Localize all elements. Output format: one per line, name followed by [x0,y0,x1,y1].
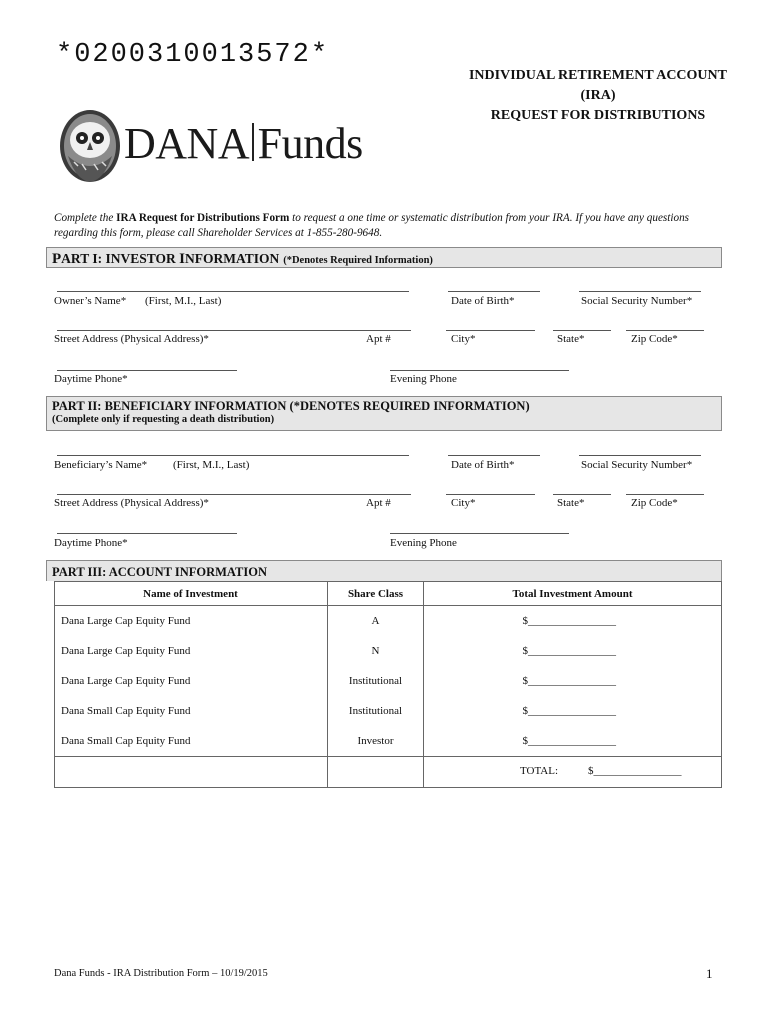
table-row [55,726,722,757]
owner-street-label: Street Address (Physical Address)* [54,333,209,345]
beneficiary-city-label: City* [451,497,476,509]
share-class: Investor [328,726,424,757]
owner-evening-phone-label: Evening Phone [390,373,457,385]
table-header-row [55,582,722,606]
table-total-row [55,757,722,788]
beneficiary-evening-phone-field[interactable] [390,533,569,534]
part3-header [46,560,722,581]
title-line-1: INDIVIDUAL RETIREMENT ACCOUNT [468,68,727,83]
beneficiary-city-field[interactable] [446,494,535,495]
total-cell [424,757,722,788]
owner-day-phone-label: Daytime Phone* [54,373,128,385]
owner-ssn-label: Social Security Number* [581,295,693,307]
total-amount-field[interactable]: $________________ [588,765,682,777]
title-line-2: (IRA) [580,88,616,103]
owner-city-field[interactable] [446,330,535,331]
total-empty-cell [328,757,424,788]
beneficiary-ssn-label: Social Security Number* [581,459,693,471]
beneficiary-street-field[interactable] [57,494,411,495]
logo-wordmark [124,118,363,169]
owner-city-label: City* [451,333,476,345]
part1-title: PART I: INVESTOR INFORMATION [52,251,280,267]
investment-table [54,581,722,788]
share-class: Institutional [328,666,424,696]
table-row [55,606,722,637]
table-row [55,636,722,666]
form-title [468,66,728,126]
amount-field[interactable]: $________________ [424,726,722,757]
intro-form-name: IRA Request for Distributions Form [116,212,290,224]
part1-note: (*Denotes Required Information) [283,255,433,266]
fund-name: Dana Small Cap Equity Fund [55,726,328,757]
owner-ssn-field[interactable] [579,291,701,292]
part2-title: PART II: BENEFICIARY INFORMATION (*DENOTES REQUIRED INFORMATION) [52,399,530,413]
col-total-investment-amount: Total Investment Amount [424,582,722,606]
beneficiary-name-hint: (First, M.I., Last) [173,459,250,471]
owner-dob-field[interactable] [448,291,540,292]
owner-name-hint: (First, M.I., Last) [145,295,222,307]
logo-separator [252,123,254,161]
table-row [55,696,722,726]
beneficiary-zip-label: Zip Code* [631,497,678,509]
owner-state-label: State* [557,333,585,345]
owner-name-field[interactable] [57,291,409,292]
share-class: Institutional [328,696,424,726]
page-number: 1 [706,966,713,981]
intro-text [54,211,734,241]
total-label: TOTAL: [520,765,559,777]
table-row [55,666,722,696]
beneficiary-evening-phone-label: Evening Phone [390,537,457,549]
intro-pre: Complete the [54,212,117,224]
col-share-class: Share Class [328,582,424,606]
share-class: N [328,636,424,666]
part2-header [46,396,722,431]
total-empty-cell [55,757,328,788]
owner-name-label: Owner’s Name* [54,295,127,307]
owner-evening-phone-field[interactable] [390,370,569,371]
owner-day-phone-field[interactable] [57,370,237,371]
amount-field[interactable]: $________________ [424,636,722,666]
fund-name: Dana Large Cap Equity Fund [55,606,328,637]
beneficiary-state-field[interactable] [553,494,611,495]
beneficiary-street-label: Street Address (Physical Address)* [54,497,209,509]
beneficiary-zip-field[interactable] [626,494,704,495]
fund-name: Dana Small Cap Equity Fund [55,696,328,726]
owner-dob-label: Date of Birth* [451,295,515,307]
part3-title: PART III: ACCOUNT INFORMATION [52,565,267,579]
intro-post: to request a one time or systematic distribution from your IRA. If you have any questions regarding this form, please call Shareholder Services at 1-855-280-9648. [54,212,690,239]
beneficiary-name-field[interactable] [57,455,409,456]
beneficiary-name-label: Beneficiary’s Name* [54,459,148,471]
amount-field[interactable]: $________________ [424,666,722,696]
col-name-of-investment: Name of Investment [55,582,328,606]
amount-field[interactable]: $________________ [424,696,722,726]
fund-name: Dana Large Cap Equity Fund [55,636,328,666]
beneficiary-ssn-field[interactable] [579,455,701,456]
beneficiary-day-phone-label: Daytime Phone* [54,537,128,549]
fund-name: Dana Large Cap Equity Fund [55,666,328,696]
logo-word-dana: DANA [124,119,250,168]
beneficiary-state-label: State* [557,497,585,509]
owner-state-field[interactable] [553,330,611,331]
amount-field[interactable]: $________________ [424,606,722,637]
part1-header [46,247,722,268]
owner-street-field[interactable] [57,330,411,331]
part2-subtitle: (Complete only if requesting a death distribution) [52,414,275,425]
beneficiary-dob-label: Date of Birth* [451,459,515,471]
beneficiary-apt-label: Apt # [366,497,391,509]
barcode-text: *0200310013572* [56,40,330,70]
owner-zip-label: Zip Code* [631,333,678,345]
owner-apt-label: Apt # [366,333,391,345]
beneficiary-day-phone-field[interactable] [57,533,237,534]
logo-word-funds: Funds [257,119,363,168]
owl-icon [54,106,124,191]
footer-text: Dana Funds - IRA Distribution Form – 10/19/2015 [54,968,268,979]
share-class: A [328,606,424,637]
beneficiary-dob-field[interactable] [448,455,540,456]
title-line-3: REQUEST FOR DISTRIBUTIONS [490,108,706,123]
owner-zip-field[interactable] [626,330,704,331]
